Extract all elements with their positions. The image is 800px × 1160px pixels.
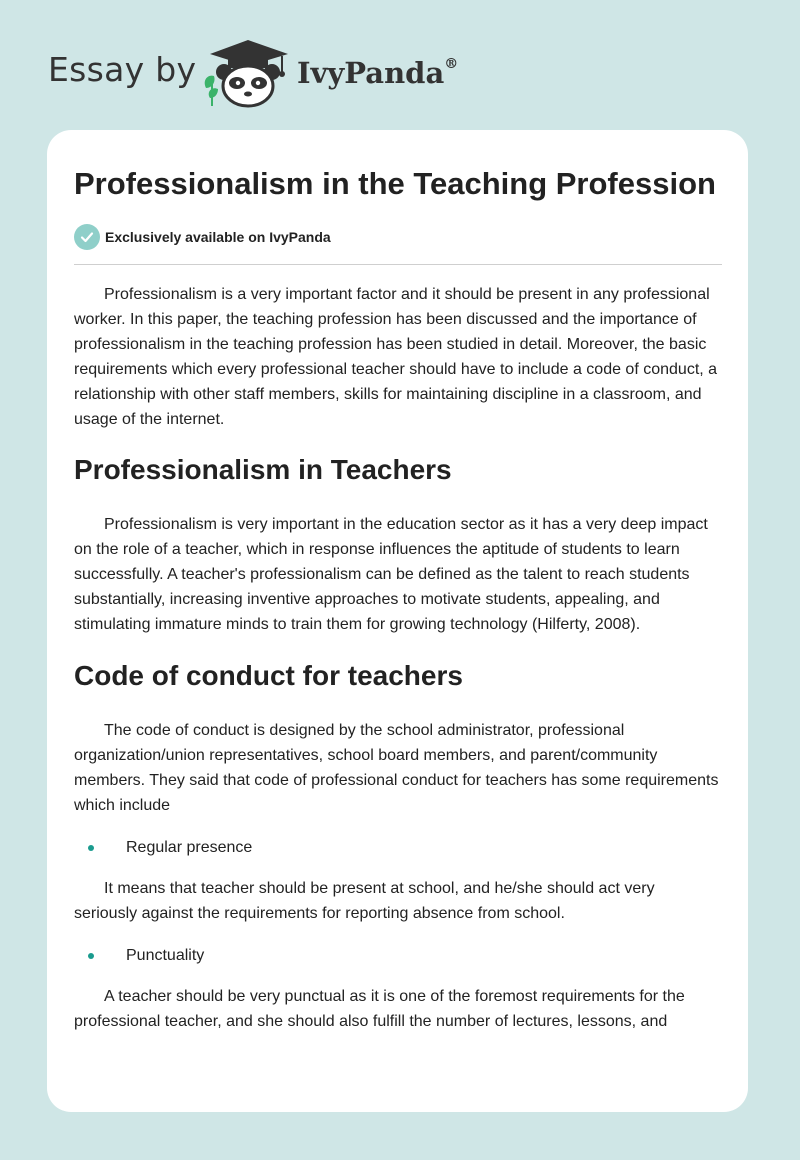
- requirements-list: [74, 835, 722, 860]
- check-circle-icon: [74, 224, 100, 250]
- bullet-dot-icon: [88, 953, 94, 959]
- requirements-list: [74, 943, 722, 968]
- intro-paragraph: Professionalism is a very important factor and it should be present in any professional worker. In this paper, the teaching profession has been discussed and the importance of professionalism in the teaching profession has been studied in detail. Moreover, the basic requirements which every professional teacher should have to include a code of conduct, a relationship with other staff members, skills for maintaining discipline in a classroom, and usage of the internet.: [74, 286, 718, 428]
- essay-content: [74, 163, 722, 1034]
- page-title: Professionalism in the Teaching Profession: [74, 166, 716, 201]
- panda-graduate-logo-icon[interactable]: [200, 36, 295, 108]
- bullet-paragraph: A teacher should be very punctual as it is one of the foremost requirements for the professional teacher, and she should also fulfill the number of lectures, lessons, and: [74, 988, 685, 1030]
- list-item-label: Regular presence: [126, 839, 253, 856]
- badge-text: Exclusively available on IvyPanda: [105, 229, 331, 245]
- brand-name: IvyPanda®: [297, 56, 459, 90]
- bullet-paragraph: It means that teacher should be present at school, and he/she should act very seriously against the requirements for reporting absence from school.: [74, 880, 655, 922]
- site-header: [0, 0, 800, 130]
- section-paragraph-professionalism: Professionalism is very important in the education sector as it has a very deep impact on the role of a teacher, which in response influences the aptitude of students to learn successfully. A teacher's professionalism can be defined as the talent to reach students substantially, increasing inventive approaches to motivate students, appealing, and stimulating immature minds to train them for growing technology (Hilferty, 2008).: [74, 516, 708, 633]
- list-item: [74, 835, 722, 860]
- list-item: [74, 943, 722, 968]
- essay-card: [47, 130, 748, 1112]
- section-heading-code-of-conduct: Code of conduct for teachers: [74, 660, 463, 691]
- list-item-label: Punctuality: [126, 947, 205, 964]
- section-paragraph-code-of-conduct: The code of conduct is designed by the school administrator, professional organization/union representatives, school board members, and parent/community members. They said that code of professional conduct for teachers has some requirements which include: [74, 722, 719, 814]
- exclusive-badge: [74, 223, 722, 251]
- brand-prefix: Essay by: [48, 50, 197, 89]
- bullet-dot-icon: [88, 845, 94, 851]
- divider: [74, 264, 722, 265]
- section-heading-professionalism: Professionalism in Teachers: [74, 454, 452, 485]
